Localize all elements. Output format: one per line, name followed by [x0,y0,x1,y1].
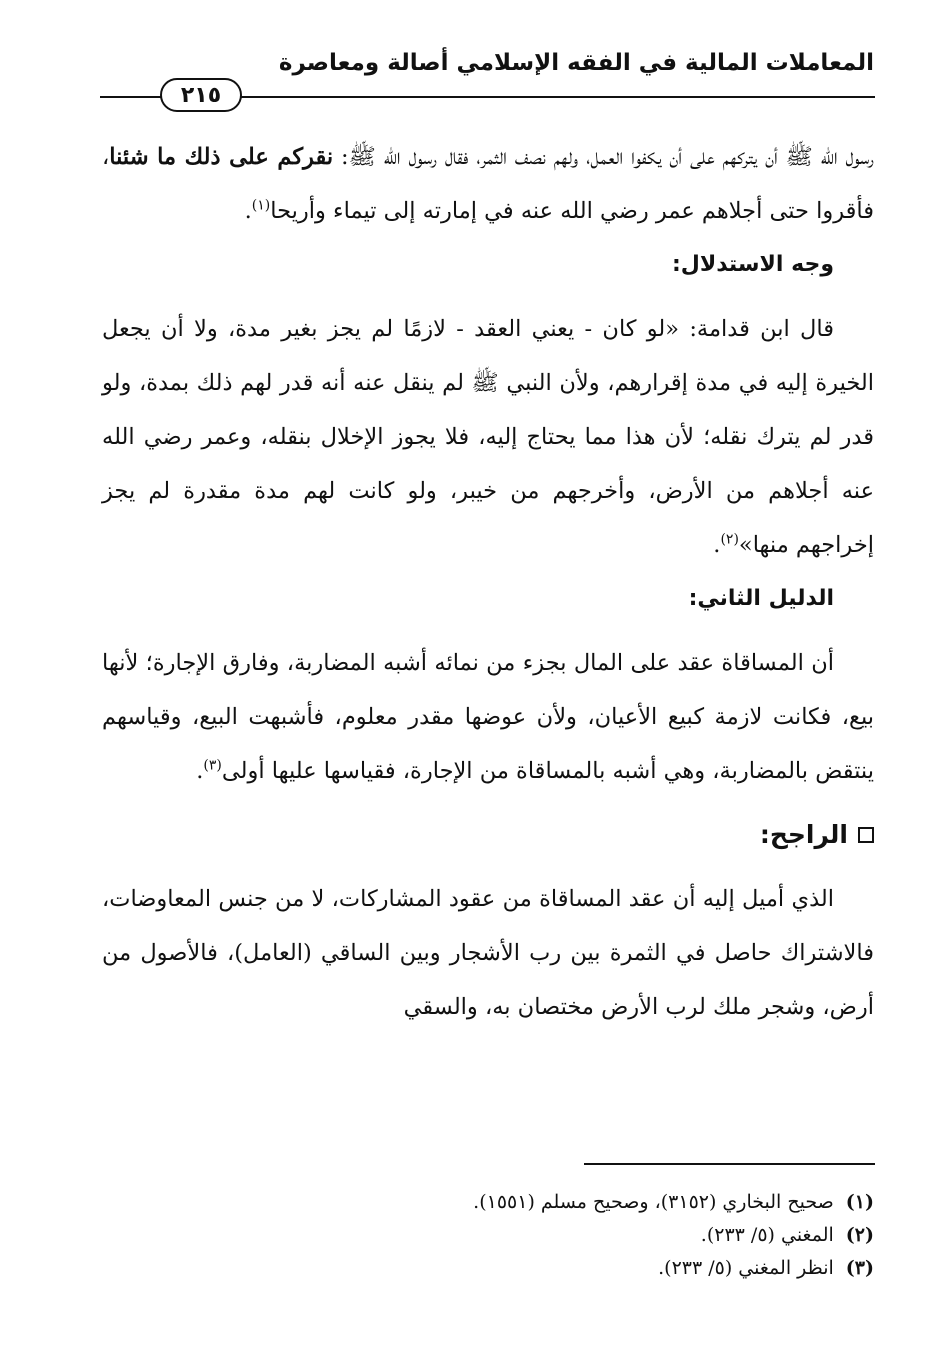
heading-second-evidence: الدليل الثاني: [688,586,834,611]
heading-istidlal: وجه الاستدلال: [671,252,834,277]
footnote-rule [584,1163,875,1165]
hadith-quote: نقركم على ذلك ما شئنا [109,144,334,170]
footnote-item: (٢)المغني (٥/ ٢٣٣). [700,1224,874,1246]
square-bullet-icon [858,827,874,843]
footnotes [102,1186,874,1285]
footnote-ref-3: (٣) [203,757,222,774]
page-number: ٢١٥ [160,78,242,112]
main-text [102,130,874,1034]
paragraph-hadith: رسول الله ﷺ أن يتركهم على أن يكفوا العمل، ولهم نصف الثمر، فقال رسول الله ﷺ: نقركم على ذلك ما شئنا، فأقروا حتى أجلاهم عمر رضي الله عنه في إمارته إلى تيماء وأريحا$^{(١)}$. [102,144,874,224]
paragraph-ibn-qudama: قال ابن قدامة: «لو كان - يعني العقد - لازمًا لم يجز بغير مدة، ولا أن يجعل الخيرة إليه في مدة إقرارهم، ولأن النبي ﷺ لم ينقل عنه أنه قدر لهم ذلك بمدة، ولو قدر لم يترك نقله؛ لأن هذا مما يحتاج إليه، فلا يجوز الإخلال بنقله، وعمر رضي الله عنه أجلاهم من الأرض، وأخرجهم من خيبر، ولو كانت لهم مدة مقدرة لم يجز إخراجهم منها»$^{(٢)}$. [102,316,874,558]
footnote-ref-1: (١) [251,197,271,214]
heading-preferred-view: الراجح: [102,808,874,862]
footnote-ref-2: (٢) [720,531,739,548]
footnote-item: (٣)انظر المغني (٥/ ٢٣٣). [658,1257,874,1279]
running-header: المعاملات المالية في الفقه الإسلامي أصالة ومعاصرة [278,50,874,76]
paragraph-second-evidence: أن المساقاة عقد على المال بجزء من نمائه أشبه المضاربة، وفارق الإجارة؛ لأنها بيع، فكانت لازمة كبيع الأعيان، ولأن عوضها مقدر معلوم، فأشبهت البيع، وقياسهم ينتقض بالمضاربة، وهي أشبه بالمساقاة من الإجارة، فقياسها عليها أولى$^{(٣)}$. [102,650,874,784]
footnote-item: (١)صحيح البخاري (٣١٥٢)، وصحيح مسلم (١٥٥١). [473,1191,874,1213]
paragraph-preferred-view: الذي أميل إليه أن عقد المساقاة من عقود المشاركات، لا من جنس المعاوضات، فالاشتراك حاصل في الثمرة بين رب الأشجار وبين الساقي (العامل)، فالأصول من أرض، وشجر ملك لرب الأرض مختصان به، والسقي [102,886,874,1020]
